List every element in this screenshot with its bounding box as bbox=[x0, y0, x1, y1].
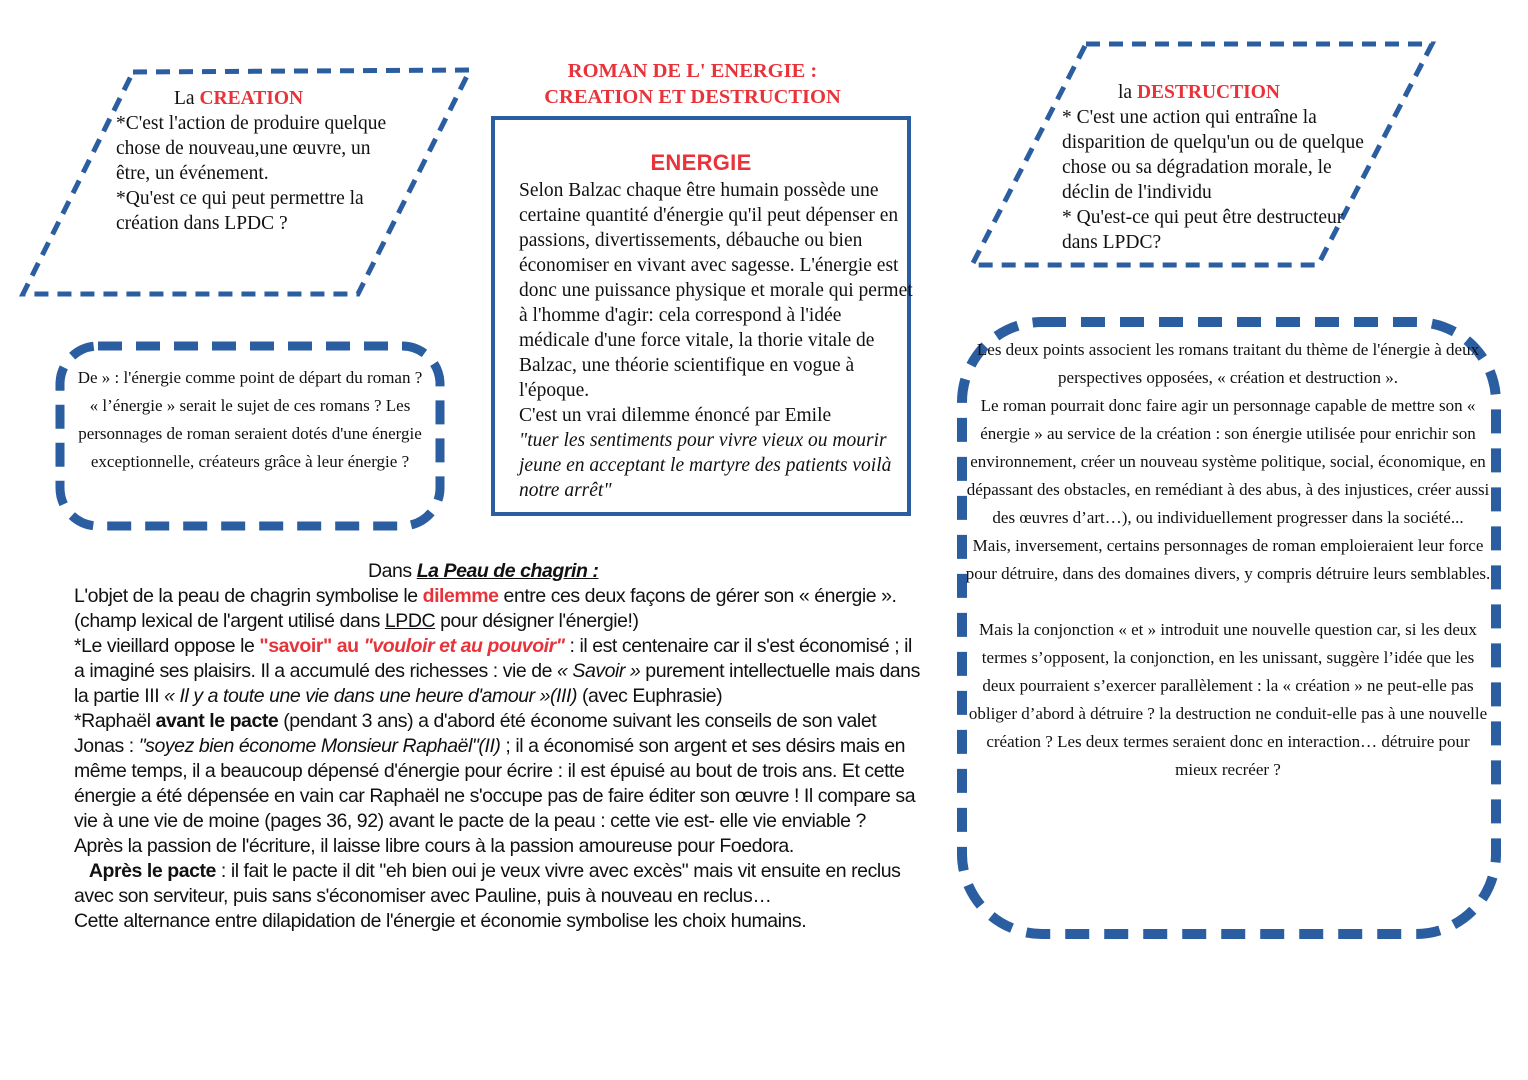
question-box: De » : l'énergie comme point de départ du roman ? « l’énergie » serait le sujet de ces romans ? Les personnages de roman seraient dotés d'une énergie exceptionnelle, créateurs grâce à leur énergie ? bbox=[77, 368, 423, 471]
energy-box bbox=[491, 116, 911, 516]
creation-heading: La CREATION bbox=[174, 88, 304, 109]
analysis-dilemma: L'objet de la peau de chagrin symbolise le dilemme entre ces deux façons de gérer son « énergie ». (champ lexical de l'argent utilisé dans LPDC pour désigner l'énergie!) bbox=[74, 585, 897, 632]
creation-text: *C'est l'action de produire quelque chose de nouveau,une œuvre, un être, un événement. bbox=[116, 113, 387, 184]
energy-body: Selon Balzac chaque être humain possède une certaine quantité d'énergie qu'il peut dépenser en passions, divertissements, débauche ou bien économiser en vivant avec sagesse. L'énergie est donc une puissance physique et morale qui permet à l'homme d'agir: cela correspond à l'idée médicale d'une force vitale, la thorie vitale de Balzac, une théorie scientifique en vogue à l'époque. bbox=[519, 180, 913, 401]
destruction-question: * Qu'est-ce qui peut être destructeur dans LPDC? bbox=[1062, 207, 1344, 253]
analysis-foedora: Après la passion de l'écriture, il laisse libre cours à la passion amoureuse pour Foedora. bbox=[74, 835, 794, 857]
page-title bbox=[520, 58, 865, 110]
perspective-paragraph-1: Les deux points associent les romans traitant du thème de l'énergie à deux perspectives opposées, « création et destruction ». bbox=[976, 340, 1480, 387]
title-line-1: ROMAN DE L' ENERGIE : bbox=[567, 60, 818, 82]
energy-text bbox=[519, 178, 914, 503]
analysis-vieillard: *Le vieillard oppose le "savoir" au "vouloir et au pouvoir" : il est centenaire car il s'est économisé ; il a imaginé ses plaisirs. Il a accumulé des richesses : vie de « Savoir » purement intellectuelle mais dans la partie III « Il y a toute une vie dans une heure d'amour »(III) (avec Euphrasie) bbox=[74, 635, 920, 707]
perspective-paragraph-2: Le roman pourrait donc faire agir un personnage capable de mettre son « énergie » au service de la création : son énergie utilisée pour enrichir son environnement, créer un nouveau système politique, social, économique, en dépassant des obstacles, en remédiant à des abus, à des injustices, créer aussi des œuvres d’art…), ou individuellement progresser dans la société... bbox=[966, 396, 1490, 527]
peau-de-chagrin-analysis bbox=[74, 559, 924, 934]
destruction-keyword: DESTRUCTION bbox=[1136, 82, 1280, 103]
energy-heading: ENERGIE bbox=[650, 150, 752, 175]
destruction-text: * C'est une action qui entraîne la disparition de quelqu'un ou de quelque chose ou sa dégradation morale, le déclin de l'individu bbox=[1062, 107, 1364, 203]
energy-dilemma: C'est un vrai dilemme énoncé par Emile bbox=[519, 405, 832, 426]
analysis-raphael-after: Après le pacte : il fait le pacte il dit "eh bien oui je veux vivre avec excès" mais vit ensuite en reclus avec son serviteur, puis sans s'économiser avec Pauline, puis à nouveau en reclus… bbox=[74, 860, 901, 907]
energy-quote: "tuer les sentiments pour vivre vieux ou mourir jeune en acceptant le martyre des patients voilà notre arrêt" bbox=[519, 430, 892, 501]
creation-question: *Qu'est ce qui peut permettre la création dans LPDC ? bbox=[116, 188, 364, 234]
destruction-heading: la DESTRUCTION bbox=[1118, 82, 1280, 103]
creation-definition bbox=[116, 86, 406, 236]
destruction-definition bbox=[1062, 80, 1382, 255]
analysis-heading: Dans La Peau de chagrin : bbox=[368, 560, 599, 582]
title-line-2: CREATION ET DESTRUCTION bbox=[544, 86, 841, 108]
creation-keyword: CREATION bbox=[199, 88, 304, 109]
book-title: La Peau de chagrin : bbox=[416, 560, 599, 582]
analysis-raphael-before: *Raphaël avant le pacte (pendant 3 ans) a d'abord été économe suivant les conseils de son valet Jonas : "soyez bien économe Monsieur Raphaël"(II) ; il a économisé son argent et ses désirs mais en même temps, il a beaucoup dépensé d'énergie pour écrire : il est épuisé au bout de trois ans. Et cette énergie a été dépensée en vain car Raphaël ne s'occupe pas de faire éditer son œuvre ! Il compare sa vie à une vie de moine (pages 36, 92) avant le pacte de la peau : cette vie est- elle vie enviable ? bbox=[74, 710, 916, 832]
analysis-conclusion: Cette alternance entre dilapidation de l'énergie et économie symbolise les choix humains. bbox=[74, 910, 807, 932]
perspective-box bbox=[964, 336, 1492, 784]
perspective-paragraph-4: Mais la conjonction « et » introduit une nouvelle question car, si les deux termes s’opposent, la conjonction, en les unissant, suggère l’idée que les deux pourraient s’exercer parallèlement : la « création » ne peut-elle pas obliger d’abord à détruire ? la destruction ne conduit-elle pas à une nouvelle création ? Les deux termes seraient donc en interaction… détruire pour mieux recréer ? bbox=[968, 620, 1488, 779]
perspective-paragraph-3: Mais, inversement, certains personnages de roman emploieraient leur force pour détruire, dans des domaines divers, y compris détruire leurs semblables. bbox=[965, 536, 1491, 583]
